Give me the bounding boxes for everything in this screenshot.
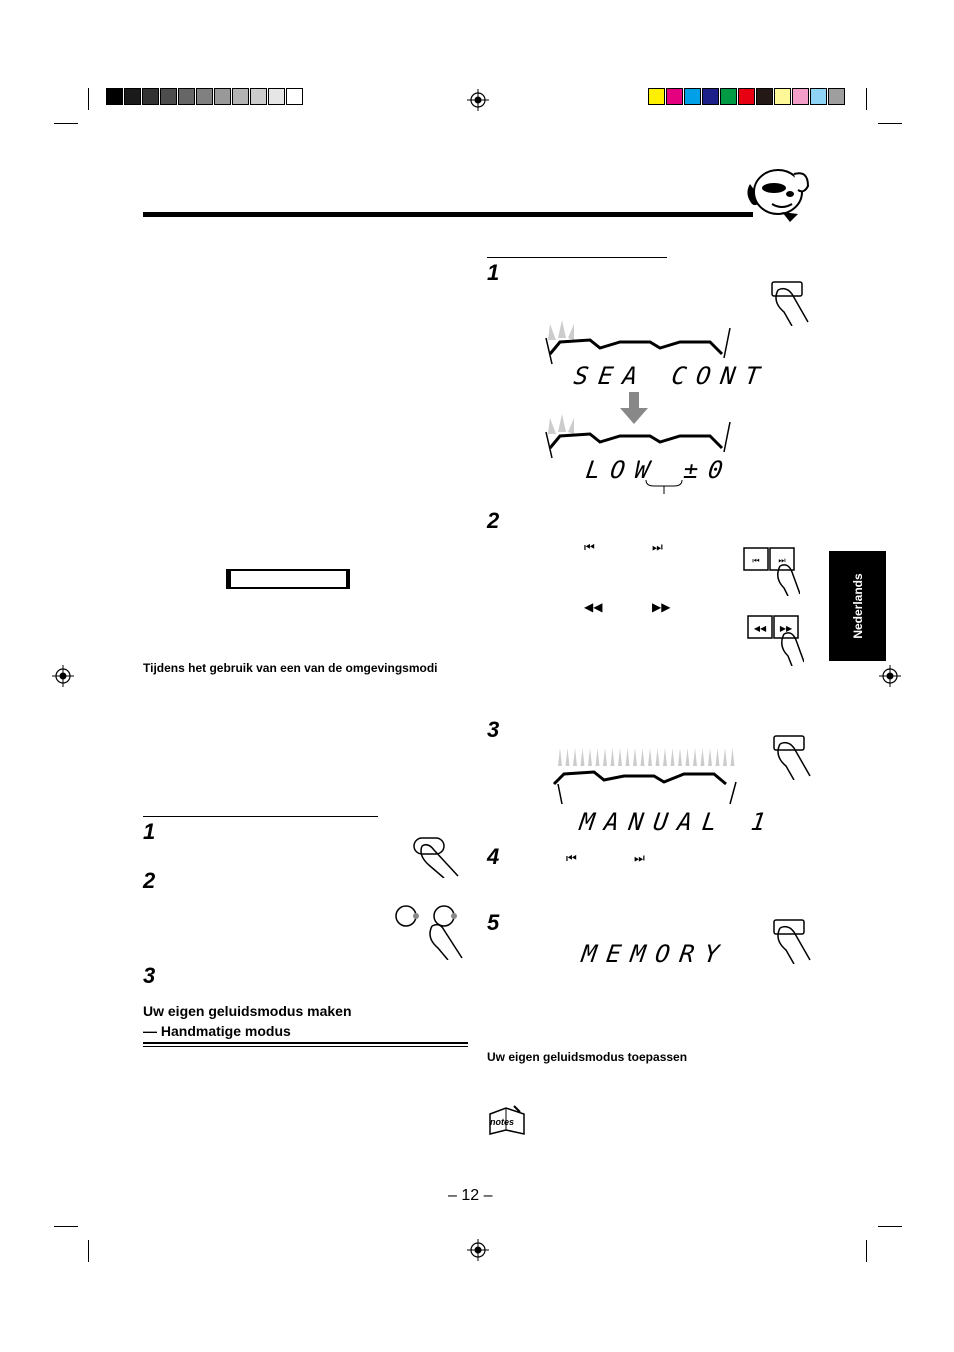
color-swatch (792, 88, 809, 105)
color-swatch (666, 88, 683, 105)
step4-skip-forward-label: ⏭ (634, 851, 645, 865)
header-rule (143, 212, 753, 217)
crop-mark (866, 1240, 867, 1262)
language-tab-label: Nederlands (850, 573, 865, 639)
color-swatch (756, 88, 773, 105)
svg-text:◀◀: ◀◀ (753, 624, 767, 633)
svg-text:⏮: ⏮ (752, 556, 760, 565)
lcd-manual: MANUAL 1 (578, 808, 778, 836)
svg-text:⏭: ⏭ (778, 556, 786, 565)
eq-spike (626, 748, 630, 766)
rewind-label: ◀◀ (584, 600, 603, 614)
skip-forward-label: ⏭ (652, 540, 663, 554)
lcd-sea-cont: SEA CONT (572, 362, 772, 390)
eq-spike (716, 748, 720, 766)
press-button-icon (770, 916, 814, 964)
right-step-5: 5 (487, 910, 500, 935)
fast-forward-label: ▶▶ (652, 600, 671, 614)
eq-spike (566, 748, 570, 766)
crop-mark (878, 1226, 902, 1227)
right-step-1: 1 (487, 260, 500, 285)
skip-back-label: ⏮ (584, 540, 595, 554)
eq-spike (588, 748, 592, 766)
color-swatch (250, 88, 267, 105)
bracket-indicator (644, 480, 684, 494)
right-section-rule (487, 257, 667, 258)
color-swatch (142, 88, 159, 105)
right-step-4: 4 (487, 844, 500, 869)
color-swatch (268, 88, 285, 105)
left-section-rule (143, 816, 378, 817)
registration-mark-icon (467, 89, 489, 111)
dual-knob-icon (392, 904, 464, 960)
eq-spike (678, 748, 682, 766)
crop-mark (54, 123, 78, 124)
eq-display-graphic (540, 318, 740, 368)
eq-spike (633, 748, 637, 766)
color-swatch (720, 88, 737, 105)
registration-mark-icon (52, 665, 74, 687)
crop-mark (88, 88, 89, 110)
eq-display-graphic (540, 412, 740, 462)
language-tab (829, 551, 886, 661)
eq-spike (701, 748, 705, 766)
crop-mark (866, 88, 867, 110)
eq-spike (581, 748, 585, 766)
page-number: – 12 – (448, 1187, 493, 1204)
crop-mark (88, 1240, 89, 1262)
color-swatch (810, 88, 827, 105)
eq-display-graphic (540, 744, 758, 806)
color-swatch (648, 88, 665, 105)
eq-spike (656, 748, 660, 766)
eq-spike (686, 748, 690, 766)
left-step-3: 3 (143, 963, 156, 988)
eq-spike (671, 748, 675, 766)
notes-label: notes (490, 1117, 515, 1127)
seek-buttons-icon (744, 606, 804, 666)
right-step-3: 3 (487, 717, 500, 742)
eq-spike (708, 748, 712, 766)
section-title-line2: — Handmatige modus (143, 1023, 291, 1039)
eq-spike (603, 748, 607, 766)
mode-indicator-box (226, 569, 350, 589)
color-swatch (106, 88, 123, 105)
eq-spike (573, 748, 577, 766)
color-swatch (702, 88, 719, 105)
eq-spike (723, 748, 727, 766)
color-swatch (214, 88, 231, 105)
color-swatch (828, 88, 845, 105)
step4-skip-back-label: ⏮ (566, 851, 577, 865)
lcd-low-level: LOW ±0 (584, 456, 735, 484)
eq-spike (558, 748, 562, 766)
eq-spike (731, 748, 735, 766)
crop-mark (878, 123, 902, 124)
right-step-2: 2 (487, 508, 500, 533)
color-swatch (178, 88, 195, 105)
color-swatch (738, 88, 755, 105)
press-button-icon (770, 732, 814, 780)
eq-spike (596, 748, 600, 766)
left-step-1: 1 (143, 819, 156, 844)
press-button-icon (410, 836, 462, 878)
eq-spike (693, 748, 697, 766)
left-step-2: 2 (143, 868, 156, 893)
section-title-rule (143, 1042, 468, 1044)
ambience-subheading: Tijdens het gebruik van een van de omgevingsmodi (143, 661, 438, 675)
color-swatch (684, 88, 701, 105)
notes-icon (488, 1104, 528, 1138)
color-swatch (774, 88, 791, 105)
eq-spike (648, 748, 652, 766)
eq-spike (611, 748, 615, 766)
svg-text:▶▶: ▶▶ (779, 624, 793, 633)
color-swatch (286, 88, 303, 105)
section-title-line1: Uw eigen geluidsmodus maken (143, 1003, 352, 1019)
eq-spike (641, 748, 645, 766)
color-swatch (196, 88, 213, 105)
press-button-icon (768, 278, 812, 326)
color-swatch (160, 88, 177, 105)
registration-mark-icon (467, 1239, 489, 1261)
apply-subheading: Uw eigen geluidsmodus toepassen (487, 1050, 688, 1064)
eq-spike (663, 748, 667, 766)
eq-spike (618, 748, 622, 766)
color-swatch (124, 88, 141, 105)
registration-mark-icon (879, 665, 901, 687)
lcd-memory: MEMORY (580, 940, 731, 968)
color-swatch (232, 88, 249, 105)
section-title-rule-thin (143, 1046, 468, 1047)
skip-buttons-icon (740, 538, 800, 596)
crop-mark (54, 1226, 78, 1227)
